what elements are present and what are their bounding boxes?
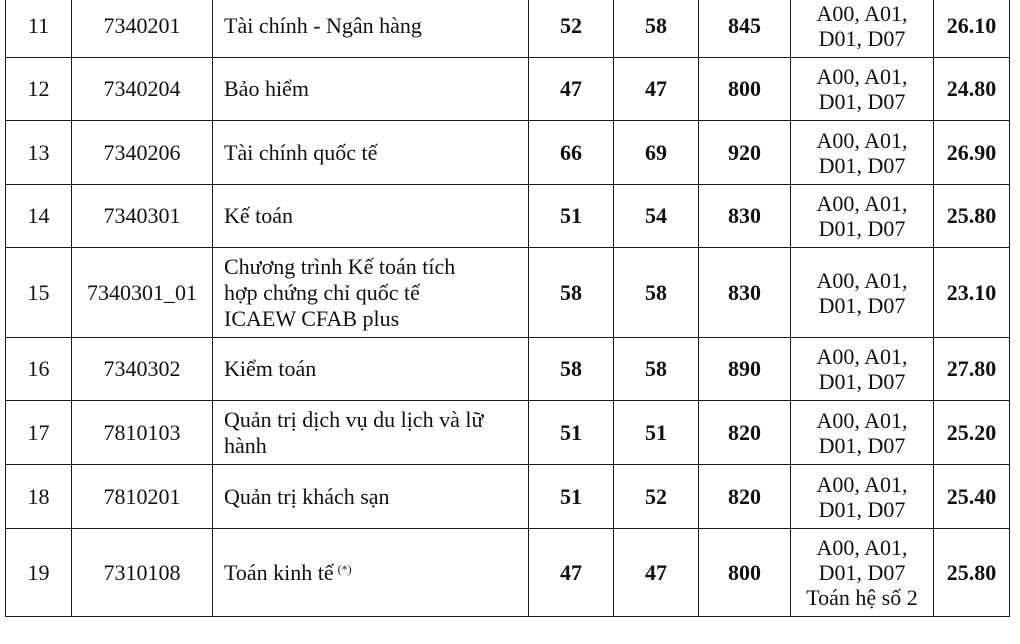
major-code: 7340204 xyxy=(103,76,181,101)
value-3: 800 xyxy=(728,559,761,585)
value-1: 51 xyxy=(560,419,582,445)
value-1: 58 xyxy=(560,356,582,381)
value-3: 920 xyxy=(728,139,761,165)
row-number-cell xyxy=(6,58,72,121)
row-number: 15 xyxy=(27,279,50,305)
major-name-line: Kế toán xyxy=(224,203,294,228)
cutoff-score-cell xyxy=(934,529,1010,617)
value-1-cell xyxy=(529,121,614,185)
value-3: 830 xyxy=(728,203,761,228)
major-name-cell xyxy=(213,0,529,58)
major-name-line: Quản trị khách sạn xyxy=(224,483,390,509)
subject-combination-cell xyxy=(791,185,934,248)
subject-combination-line: D01, D07 xyxy=(818,369,906,394)
major-code: 7310108 xyxy=(103,559,181,585)
major-name-line: ICAEW CFAB plus xyxy=(224,305,400,331)
value-3-cell xyxy=(699,465,791,529)
row-number-cell xyxy=(6,0,72,58)
subject-combination-cell xyxy=(791,121,934,185)
major-code-cell xyxy=(72,465,213,529)
value-1-cell xyxy=(529,58,614,121)
value-2: 58 xyxy=(645,13,667,38)
footnote-marker: (*) xyxy=(337,561,352,576)
major-name-cell xyxy=(213,338,529,401)
value-2: 54 xyxy=(645,203,667,228)
subject-combination-line: A00, A01, xyxy=(816,64,908,89)
value-1: 58 xyxy=(560,279,582,305)
cutoff-score-cell xyxy=(934,58,1010,121)
subject-combination-line: A00, A01, xyxy=(816,267,908,293)
row-number: 17 xyxy=(27,419,50,445)
subject-combination-line: D01, D07 xyxy=(818,496,906,522)
value-1-cell xyxy=(529,185,614,248)
value-2: 47 xyxy=(645,559,667,585)
cutoff-score-cell xyxy=(934,338,1010,401)
value-2: 58 xyxy=(645,356,667,381)
value-2-cell xyxy=(614,185,699,248)
table-row xyxy=(6,465,1010,529)
value-2-cell xyxy=(614,58,699,121)
major-code: 7340201 xyxy=(103,13,181,38)
value-3: 820 xyxy=(728,419,761,445)
cutoff-score-cell xyxy=(934,401,1010,465)
subject-combination-line: D01, D07 xyxy=(818,216,906,241)
value-1-cell xyxy=(529,401,614,465)
major-code-cell xyxy=(72,338,213,401)
value-1: 47 xyxy=(560,76,582,101)
table-row xyxy=(6,121,1010,185)
major-name-line: Tài chính - Ngân hàng xyxy=(224,13,422,38)
value-3: 830 xyxy=(728,279,761,305)
subject-combination-line: D01, D07 xyxy=(818,292,906,318)
cutoff-score-cell xyxy=(934,465,1010,529)
subject-combination-line: A00, A01, xyxy=(816,407,908,433)
subject-combination-line: A00, A01, xyxy=(816,127,908,153)
table-row xyxy=(6,401,1010,465)
value-3-cell xyxy=(699,58,791,121)
major-name-cell xyxy=(213,121,529,185)
table-row xyxy=(6,338,1010,401)
major-name-cell xyxy=(213,465,529,529)
row-number: 13 xyxy=(27,139,50,165)
subject-combination-cell xyxy=(791,401,934,465)
major-name-line: hành xyxy=(224,432,267,458)
major-name-line: Chương trình Kế toán tích xyxy=(224,253,456,279)
subject-combination-cell xyxy=(791,529,934,617)
value-1-cell xyxy=(529,0,614,58)
cutoff-score-cell xyxy=(934,121,1010,185)
subject-combination-cell xyxy=(791,248,934,338)
value-3: 890 xyxy=(728,356,761,381)
value-2: 51 xyxy=(645,419,667,445)
value-3-cell xyxy=(699,185,791,248)
table-row xyxy=(6,0,1010,58)
value-2-cell xyxy=(614,248,699,338)
row-number: 16 xyxy=(27,356,50,381)
subject-combination-line: D01, D07 xyxy=(818,89,906,114)
subject-combination-cell xyxy=(791,58,934,121)
value-2: 69 xyxy=(645,139,667,165)
table-row xyxy=(6,185,1010,248)
subject-combination-cell xyxy=(791,338,934,401)
major-name-line: hợp chứng chỉ quốc tế xyxy=(224,279,420,305)
subject-combination-line: A00, A01, xyxy=(816,191,908,216)
value-2: 47 xyxy=(645,76,667,101)
subject-combination-cell xyxy=(791,0,934,58)
cutoff-score-cell xyxy=(934,248,1010,338)
value-2-cell xyxy=(614,465,699,529)
value-2: 52 xyxy=(645,483,667,509)
major-code-cell xyxy=(72,58,213,121)
value-3-cell xyxy=(699,401,791,465)
value-1-cell xyxy=(529,248,614,338)
value-3-cell xyxy=(699,0,791,58)
value-1-cell xyxy=(529,338,614,401)
value-3: 845 xyxy=(728,13,761,38)
table-body xyxy=(6,0,1010,617)
major-code: 7810103 xyxy=(103,419,181,445)
major-name-cell xyxy=(213,529,529,617)
row-number: 12 xyxy=(27,76,50,101)
major-code: 7340206 xyxy=(103,139,181,165)
value-2-cell xyxy=(614,529,699,617)
row-number: 14 xyxy=(27,203,50,228)
major-name-line: Quản trị dịch vụ du lịch và lữ xyxy=(224,406,484,432)
major-code: 7340301_01 xyxy=(87,279,197,305)
value-2-cell xyxy=(614,338,699,401)
cutoff-score-cell xyxy=(934,0,1010,58)
cutoff-score: 23.10 xyxy=(946,279,997,305)
row-number-cell xyxy=(6,401,72,465)
major-name-line: Kiểm toán xyxy=(224,356,317,381)
major-code: 7810201 xyxy=(103,483,181,509)
row-number-cell xyxy=(6,121,72,185)
value-2-cell xyxy=(614,401,699,465)
cutoff-score: 27.80 xyxy=(946,356,997,381)
value-1-cell xyxy=(529,529,614,617)
value-3: 820 xyxy=(728,483,761,509)
major-name-line: Toán kinh tế xyxy=(224,559,334,585)
cutoff-score: 25.20 xyxy=(946,419,997,445)
row-number-cell xyxy=(6,465,72,529)
value-3-cell xyxy=(699,248,791,338)
major-code-cell xyxy=(72,529,213,617)
subject-combination-line: A00, A01, xyxy=(816,535,908,560)
subject-combination-line: D01, D07 xyxy=(818,26,906,51)
major-name-cell xyxy=(213,401,529,465)
major-name-cell xyxy=(213,185,529,248)
value-2-cell xyxy=(614,0,699,58)
value-3-cell xyxy=(699,529,791,617)
value-1: 66 xyxy=(560,139,582,165)
value-2-cell xyxy=(614,121,699,185)
value-3-cell xyxy=(699,121,791,185)
value-1: 51 xyxy=(560,483,582,509)
row-number: 11 xyxy=(27,13,50,38)
cutoff-score: 25.80 xyxy=(946,559,997,585)
subject-combination-line: Toán hệ số 2 xyxy=(806,585,918,610)
major-code-cell xyxy=(72,0,213,58)
value-2: 58 xyxy=(645,279,667,305)
subject-combination-line: D01, D07 xyxy=(818,560,906,585)
subject-combination-line: D01, D07 xyxy=(818,152,906,178)
major-code-cell xyxy=(72,185,213,248)
cutoff-score: 24.80 xyxy=(946,76,997,101)
row-number: 18 xyxy=(27,483,50,509)
subject-combination-line: D01, D07 xyxy=(818,432,906,458)
table-row xyxy=(6,529,1010,617)
row-number: 19 xyxy=(27,559,50,585)
admission-table xyxy=(5,0,1010,617)
cutoff-score: 26.90 xyxy=(946,139,997,165)
value-1-cell xyxy=(529,465,614,529)
major-code-cell xyxy=(72,401,213,465)
subject-combination-cell xyxy=(791,465,934,529)
value-1: 47 xyxy=(560,559,582,585)
subject-combination-line: A00, A01, xyxy=(816,471,908,497)
row-number-cell xyxy=(6,185,72,248)
value-1: 51 xyxy=(560,203,582,228)
major-name-line: Tài chính quốc tế xyxy=(224,139,378,165)
major-code-cell xyxy=(72,248,213,338)
major-name-line: Bảo hiểm xyxy=(224,76,309,101)
table-row xyxy=(6,58,1010,121)
major-name-cell xyxy=(213,58,529,121)
cutoff-score: 25.80 xyxy=(946,203,997,228)
cutoff-score: 26.10 xyxy=(946,13,997,38)
value-3-cell xyxy=(699,338,791,401)
value-3: 800 xyxy=(728,76,761,101)
row-number-cell xyxy=(6,248,72,338)
major-code-cell xyxy=(72,121,213,185)
subject-combination-line: A00, A01, xyxy=(816,1,908,26)
cutoff-score: 25.40 xyxy=(946,483,997,509)
cutoff-score-cell xyxy=(934,185,1010,248)
major-code: 7340302 xyxy=(103,356,181,381)
row-number-cell xyxy=(6,338,72,401)
value-1: 52 xyxy=(560,13,582,38)
subject-combination-line: A00, A01, xyxy=(816,344,908,369)
major-code: 7340301 xyxy=(103,203,181,228)
table-row xyxy=(6,248,1010,338)
row-number-cell xyxy=(6,529,72,617)
major-name-cell xyxy=(213,248,529,338)
